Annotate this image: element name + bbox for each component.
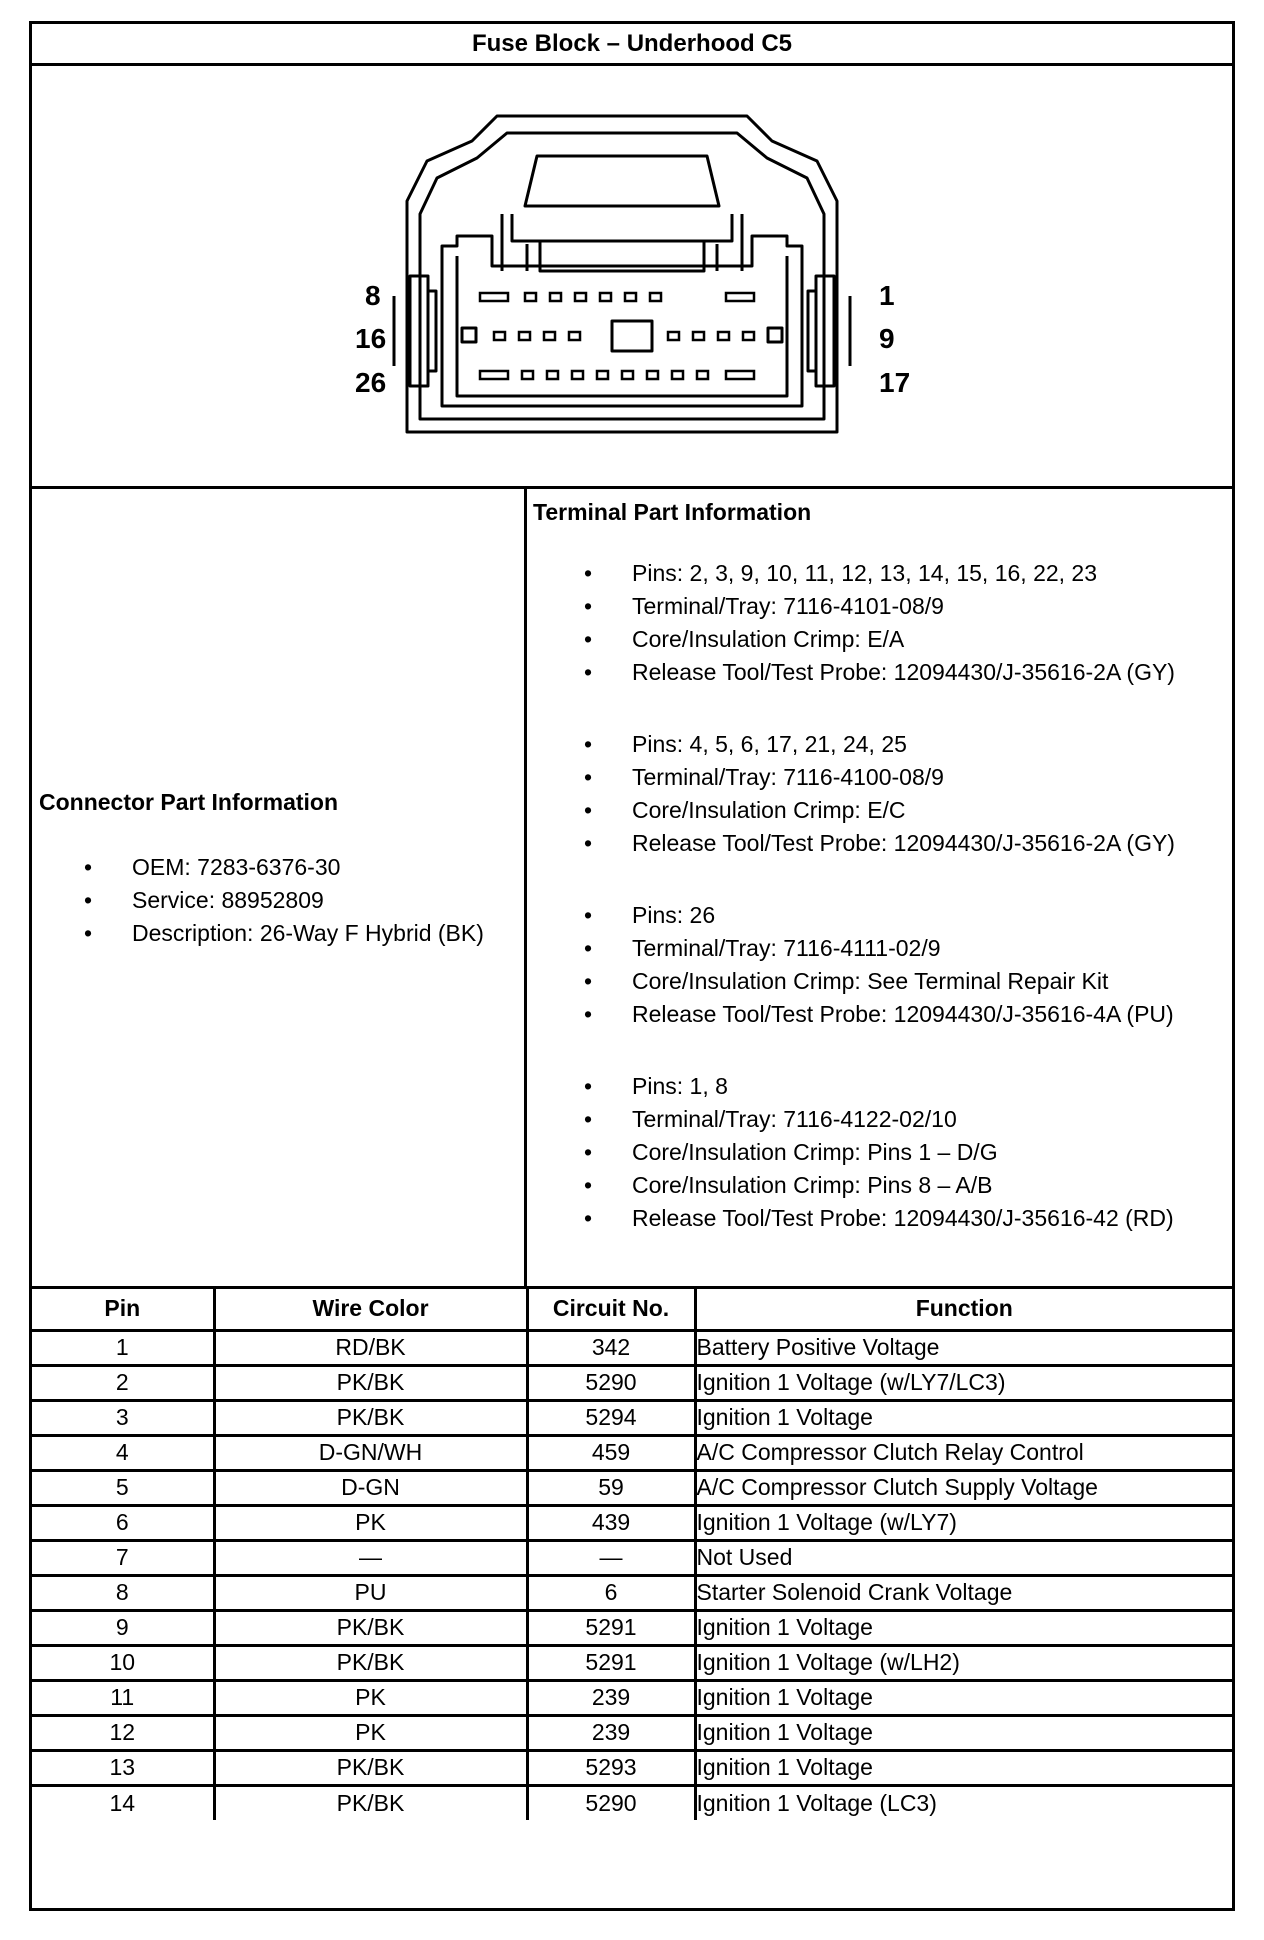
pin-cell: 8 [32, 1575, 214, 1610]
list-item: • Pins: 4, 5, 6, 17, 21, 24, 25 [527, 728, 1175, 761]
pin-cell: 10 [32, 1645, 214, 1680]
pin-cell: 6 [32, 1505, 214, 1540]
wire-color-cell: PK [214, 1505, 527, 1540]
terminal-info-heading: Terminal Part Information [533, 499, 812, 525]
pin-label-26: 26 [355, 367, 387, 398]
list-item: • Release Tool/Test Probe: 12094430/J-35616-4A (PU) [527, 998, 1175, 1031]
function-cell: Ignition 1 Voltage (w/LY7) [695, 1505, 1232, 1540]
list-item: • Service: 88952809 [32, 884, 484, 917]
table-row [32, 1645, 1232, 1680]
circuit-cell: 459 [527, 1435, 695, 1470]
table-row [32, 1470, 1232, 1505]
circuit-cell: 59 [527, 1470, 695, 1505]
circuit-cell: 5291 [527, 1645, 695, 1680]
list-item: • Core/Insulation Crimp: E/C [527, 794, 1175, 827]
list-item: • Terminal/Tray: 7116-4122-02/10 [527, 1103, 1175, 1136]
table-row [32, 1715, 1232, 1750]
function-cell: Ignition 1 Voltage [695, 1750, 1232, 1785]
header-circuit-no: Circuit No. [527, 1289, 695, 1330]
pinout-rows [32, 1330, 1232, 1820]
circuit-cell: 5290 [527, 1365, 695, 1400]
terminal-group [527, 1070, 1175, 1235]
circuit-cell: 5293 [527, 1750, 695, 1785]
wire-color-cell: PK/BK [214, 1365, 527, 1400]
wire-color-cell: PK/BK [214, 1400, 527, 1435]
part-information [32, 489, 1232, 1289]
list-item: • Pins: 2, 3, 9, 10, 11, 12, 13, 14, 15, 16, 22, 23 [527, 557, 1175, 590]
list-item: • Description: 26-Way F Hybrid (BK) [32, 917, 484, 950]
connector-part-info [32, 489, 527, 1286]
circuit-cell: 239 [527, 1680, 695, 1715]
header-function: Function [695, 1289, 1232, 1330]
function-cell: Ignition 1 Voltage [695, 1610, 1232, 1645]
circuit-cell: 5291 [527, 1610, 695, 1645]
pin-label-17: 17 [879, 367, 911, 398]
connector-diagram [32, 66, 1232, 489]
wire-color-cell: RD/BK [214, 1330, 527, 1365]
function-cell: Battery Positive Voltage [695, 1330, 1232, 1365]
circuit-cell: 6 [527, 1575, 695, 1610]
function-cell: Not Used [695, 1540, 1232, 1575]
wire-color-cell: PK/BK [214, 1610, 527, 1645]
wire-color-cell: PK/BK [214, 1750, 527, 1785]
function-cell: Ignition 1 Voltage [695, 1680, 1232, 1715]
terminal-group [527, 899, 1175, 1031]
header-wire-color: Wire Color [214, 1289, 527, 1330]
connector-info-list [32, 851, 484, 950]
pin-cell: 12 [32, 1715, 214, 1750]
table-row [32, 1330, 1232, 1365]
terminal-group [527, 557, 1175, 689]
function-cell: Ignition 1 Voltage [695, 1400, 1232, 1435]
header-pin: Pin [32, 1289, 214, 1330]
connector-face-drawing [32, 66, 1232, 486]
table-row [32, 1365, 1232, 1400]
page-title: Fuse Block – Underhood C5 [32, 24, 1232, 66]
table-row [32, 1540, 1232, 1575]
function-cell: Ignition 1 Voltage [695, 1715, 1232, 1750]
pin-cell: 7 [32, 1540, 214, 1575]
wire-color-cell: D-GN [214, 1470, 527, 1505]
wire-color-cell: PK/BK [214, 1785, 527, 1820]
list-item: • Pins: 1, 8 [527, 1070, 1175, 1103]
list-item: • Terminal/Tray: 7116-4111-02/9 [527, 932, 1175, 965]
connector-info-heading: Connector Part Information [39, 789, 339, 815]
pinout-table [32, 1289, 1232, 1820]
table-row [32, 1505, 1232, 1540]
list-item: • Core/Insulation Crimp: E/A [527, 623, 1175, 656]
pin-cell: 13 [32, 1750, 214, 1785]
table-row [32, 1610, 1232, 1645]
connector-sheet [29, 21, 1235, 1911]
list-item: • Release Tool/Test Probe: 12094430/J-35616-42 (RD) [527, 1202, 1175, 1235]
list-item: • Core/Insulation Crimp: Pins 1 – D/G [527, 1136, 1175, 1169]
table-row [32, 1435, 1232, 1470]
wire-color-cell: PU [214, 1575, 527, 1610]
circuit-cell: 342 [527, 1330, 695, 1365]
table-row [32, 1785, 1232, 1820]
pin-label-9: 9 [879, 323, 895, 354]
pin-label-16: 16 [355, 323, 387, 354]
list-item: • OEM: 7283-6376-30 [32, 851, 484, 884]
terminal-group [527, 728, 1175, 860]
list-item: • Release Tool/Test Probe: 12094430/J-35616-2A (GY) [527, 656, 1175, 689]
pin-label-8: 8 [365, 280, 381, 311]
table-row [32, 1400, 1232, 1435]
circuit-cell: 439 [527, 1505, 695, 1540]
pin-cell: 11 [32, 1680, 214, 1715]
function-cell: Ignition 1 Voltage (LC3) [695, 1785, 1232, 1820]
table-row [32, 1575, 1232, 1610]
list-item: • Terminal/Tray: 7116-4101-08/9 [527, 590, 1175, 623]
wire-color-cell: PK [214, 1715, 527, 1750]
terminal-part-info [527, 489, 1232, 1286]
function-cell: A/C Compressor Clutch Supply Voltage [695, 1470, 1232, 1505]
circuit-cell: 239 [527, 1715, 695, 1750]
list-item: • Core/Insulation Crimp: See Terminal Repair Kit [527, 965, 1175, 998]
circuit-cell: 5294 [527, 1400, 695, 1435]
function-cell: Starter Solenoid Crank Voltage [695, 1575, 1232, 1610]
wire-color-cell: PK [214, 1680, 527, 1715]
circuit-cell: — [527, 1540, 695, 1575]
pin-cell: 5 [32, 1470, 214, 1505]
table-header-row [32, 1289, 1232, 1330]
wire-color-cell: — [214, 1540, 527, 1575]
pin-label-1: 1 [879, 280, 895, 311]
pin-cell: 3 [32, 1400, 214, 1435]
wire-color-cell: PK/BK [214, 1645, 527, 1680]
list-item: • Release Tool/Test Probe: 12094430/J-35616-2A (GY) [527, 827, 1175, 860]
pin-cell: 4 [32, 1435, 214, 1470]
pin-cell: 1 [32, 1330, 214, 1365]
pin-cell: 2 [32, 1365, 214, 1400]
pin-cell: 14 [32, 1785, 214, 1820]
table-row [32, 1750, 1232, 1785]
function-cell: Ignition 1 Voltage (w/LY7/LC3) [695, 1365, 1232, 1400]
table-row [32, 1680, 1232, 1715]
circuit-cell: 5290 [527, 1785, 695, 1820]
function-cell: A/C Compressor Clutch Relay Control [695, 1435, 1232, 1470]
wire-color-cell: D-GN/WH [214, 1435, 527, 1470]
list-item: • Terminal/Tray: 7116-4100-08/9 [527, 761, 1175, 794]
function-cell: Ignition 1 Voltage (w/LH2) [695, 1645, 1232, 1680]
list-item: • Pins: 26 [527, 899, 1175, 932]
list-item: • Core/Insulation Crimp: Pins 8 – A/B [527, 1169, 1175, 1202]
pin-cell: 9 [32, 1610, 214, 1645]
